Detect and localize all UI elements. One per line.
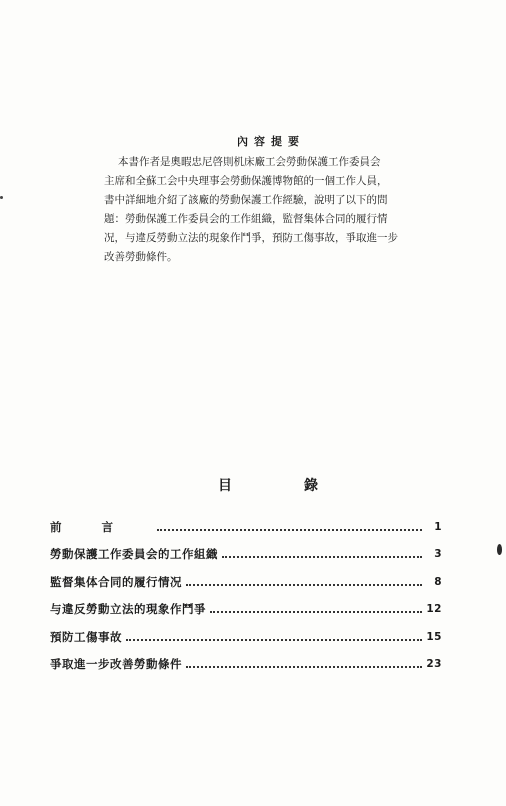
toc-entry-page: 12: [426, 603, 442, 616]
toc-entry-label: 与違反勞動立法的現象作鬥爭: [50, 602, 206, 617]
summary-line: 題：勞動保護工作委員会的工作組織，監督集体合同的履行情: [104, 213, 388, 225]
table-of-contents: [50, 513, 442, 678]
toc-entry-label: 爭取進一步改善勞動條件: [50, 657, 182, 672]
toc-dot-leader: [222, 556, 422, 558]
toc-entry[interactable]: [50, 568, 442, 596]
summary-body: [104, 153, 439, 267]
summary-line: 主席和全蘇工会中央理事会勞動保護博物館的一個工作人員，: [104, 175, 388, 187]
toc-entry-page: 8: [434, 575, 442, 588]
toc-entry-label: 前言: [50, 519, 153, 534]
toc-entry[interactable]: [50, 596, 442, 624]
toc-title-char: 錄: [304, 478, 318, 494]
scan-edge-mark: [0, 196, 3, 199]
toc-entry[interactable]: [50, 623, 442, 651]
toc-entry[interactable]: [50, 651, 442, 679]
summary-line: 書中詳細地介紹了該廠的勞動保護工作經驗，說明了以下的問: [104, 194, 388, 206]
toc-title-char: 目: [218, 478, 232, 494]
toc-entry-page: 1: [434, 520, 442, 533]
toc-entry-label: 預防工傷事故: [50, 629, 122, 644]
toc-entry-page: 15: [426, 630, 442, 643]
ink-spot: [497, 544, 502, 555]
toc-entry-label: 監督集体合同的履行情况: [50, 574, 182, 589]
toc-title: [218, 475, 318, 495]
toc-dot-leader: [126, 639, 422, 641]
summary-line: 改善勞動條件。: [104, 251, 178, 263]
toc-entry-page: 23: [426, 658, 442, 671]
toc-dot-leader: [186, 666, 422, 668]
toc-dot-leader: [157, 529, 422, 531]
summary-line: 况，与違反勞動立法的現象作鬥爭，預防工傷事故，爭取進一步: [104, 232, 398, 244]
summary-line: 本書作者是奧暇忠尼啓則机床廠工会勞動保護工作委員会: [118, 156, 381, 168]
toc-entry-page: 3: [434, 548, 442, 561]
toc-dot-leader: [210, 611, 422, 613]
summary-title: 內容提要: [237, 135, 305, 148]
toc-entry-label: 勞動保護工作委員会的工作組織: [50, 547, 218, 562]
toc-dot-leader: [186, 584, 422, 586]
toc-entry[interactable]: [50, 541, 442, 569]
toc-entry-preface[interactable]: [50, 513, 442, 541]
